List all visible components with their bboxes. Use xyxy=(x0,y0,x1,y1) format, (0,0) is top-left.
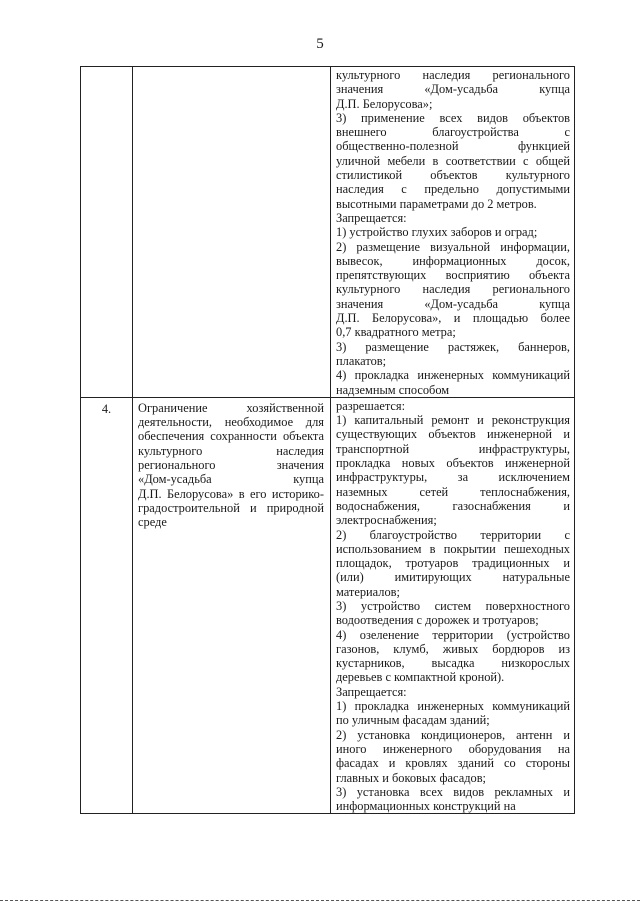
requirement-text-line: главных и боковых фасадов; xyxy=(336,770,486,785)
requirement-text-line: 0,7 квадратного метра; xyxy=(336,325,456,340)
requirement-text-line: 2) установка кондиционеров, антенн и xyxy=(336,727,570,742)
requirement-text-line: 3) применение всех видов объектов xyxy=(336,110,570,125)
requirement-text-line: Д.П. Белорусова»; xyxy=(336,96,433,111)
restrictions-table xyxy=(80,66,575,814)
page-number: 5 xyxy=(316,36,324,52)
requirement-text-line: уличной мебели в соответствии с общей xyxy=(336,153,570,168)
requirement-paragraph xyxy=(336,111,570,211)
requirement-text-line: прокладка новых объектов инженерной xyxy=(336,456,570,471)
restriction-object-cell xyxy=(133,397,331,814)
requirement-text-line: информационных конструкций на xyxy=(336,799,516,814)
requirement-text-line: надземным способом xyxy=(336,382,450,397)
requirement-paragraph xyxy=(336,368,570,397)
requirement-text-line: 4) озеленение территории (устройство xyxy=(336,627,570,642)
requirement-text-line: иного инженерного оборудования на xyxy=(336,741,570,756)
requirement-text-line: инфраструктуры, за исключением xyxy=(336,470,570,485)
requirement-text-line: 3) размещение растяжек, баннеров, xyxy=(336,339,570,354)
row-number-cell: 4. xyxy=(81,397,133,814)
requirement-text-line: общественно-полезной функцией xyxy=(336,139,570,154)
requirement-paragraph xyxy=(336,728,570,785)
requirement-text-line: существующих объектов инженерной и xyxy=(336,427,570,442)
requirement-text-line: площадок, тротуаров традиционных и xyxy=(336,556,570,571)
requirement-text-line: препятствующих восприятию объекта xyxy=(336,268,570,283)
restriction-object-cell xyxy=(133,67,331,398)
object-text-line: «Дом-усадьба купца xyxy=(138,472,324,487)
requirement-text-line: Запрещается: xyxy=(336,210,407,225)
requirement-text-line: внешнего благоустройства с xyxy=(336,125,570,140)
requirement-text-line: по уличным фасадам зданий; xyxy=(336,713,490,728)
page-bottom-rule xyxy=(0,900,640,901)
requirement-text-line: вывесок, информационных досок, xyxy=(336,253,570,268)
requirement-text-line: электроснабжения; xyxy=(336,513,437,528)
requirements-cell xyxy=(331,397,575,814)
requirement-paragraph xyxy=(336,413,570,527)
requirement-text-line: значения «Дом-усадьба купца xyxy=(336,82,570,97)
requirement-text-line: кустарников, высадка низкорослых xyxy=(336,656,570,671)
requirement-paragraph xyxy=(336,699,570,728)
requirement-text-line: Д.П. Белорусова», и площадью более xyxy=(336,311,570,326)
requirement-text-line: использованием в покрытии пешеходных xyxy=(336,541,570,556)
object-text-line: среде xyxy=(138,515,167,530)
requirement-paragraph xyxy=(336,628,570,685)
requirement-text-line: транспортной инфраструктуры, xyxy=(336,441,570,456)
requirement-text-line: наземных сетей теплоснабжения, xyxy=(336,484,570,499)
requirement-text-line: культурного наследия регионального xyxy=(336,68,570,82)
object-text-line: культурного наследия xyxy=(138,443,324,458)
object-text-line: Ограничение хозяйственной xyxy=(138,400,324,415)
requirement-text-line: 3) установка всех видов рекламных и xyxy=(336,784,570,799)
requirement-paragraph xyxy=(336,340,570,369)
requirement-text-line: культурного наследия регионального xyxy=(336,282,570,297)
requirement-text-line: стилистикой объектов культурного xyxy=(336,168,570,183)
requirement-text-line: (или) имитирующих натуральные xyxy=(336,570,570,585)
requirement-paragraph xyxy=(336,528,570,599)
requirement-text-line: наследия с предельно допустимыми xyxy=(336,182,570,197)
object-text-line: градостроительной и природной xyxy=(138,500,324,515)
row-number-cell xyxy=(81,67,133,398)
requirement-paragraph xyxy=(336,240,570,340)
object-text-line: обеспечения сохранности объекта xyxy=(138,429,324,444)
object-text-line: регионального значения xyxy=(138,458,324,473)
table-row xyxy=(81,67,575,398)
requirement-paragraph xyxy=(336,785,570,814)
requirement-text-line: значения «Дом-усадьба купца xyxy=(336,296,570,311)
requirement-paragraph xyxy=(336,599,570,628)
requirement-text-line: материалов; xyxy=(336,584,400,599)
object-text-line: Д.П. Белорусова» в его историко- xyxy=(138,486,324,501)
requirement-text-line: высотными параметрами до 2 метров. xyxy=(336,196,537,211)
requirement-text-line: Запрещается: xyxy=(336,684,407,699)
requirement-text-line: фасадах и кровлях зданий со стороны xyxy=(336,756,570,771)
object-text-line: деятельности, необходимое для xyxy=(138,415,324,430)
requirement-text-line: газонов, клумб, живых бордюров из xyxy=(336,641,570,656)
requirement-text-line: 3) устройство систем поверхностного xyxy=(336,598,570,613)
requirement-text-line: 4) прокладка инженерных коммуникаций xyxy=(336,368,570,383)
requirement-paragraph xyxy=(336,685,570,699)
requirements-cell xyxy=(331,67,575,398)
requirement-paragraph xyxy=(336,211,570,225)
requirement-text-line: плакатов; xyxy=(336,353,387,368)
requirement-paragraph xyxy=(336,225,570,239)
requirement-text-line: 2) благоустройство территории с xyxy=(336,527,570,542)
requirement-text-line: 1) устройство глухих заборов и оград; xyxy=(336,225,538,240)
requirement-text-line: водоснабжения, газоснабжения и xyxy=(336,498,570,513)
requirement-text-line: водоотведения с дорожек и тротуаров; xyxy=(336,613,539,628)
requirement-paragraph xyxy=(336,399,570,413)
requirement-paragraph xyxy=(336,68,570,111)
table-row xyxy=(81,397,575,814)
requirement-text-line: разрешается: xyxy=(336,398,406,413)
requirement-text-line: 2) размещение визуальной информации, xyxy=(336,239,570,254)
requirement-text-line: 1) прокладка инженерных коммуникаций xyxy=(336,699,570,714)
requirement-text-line: 1) капитальный ремонт и реконструкция xyxy=(336,413,570,428)
requirement-text-line: деревьев с компактной кроной). xyxy=(336,670,505,685)
